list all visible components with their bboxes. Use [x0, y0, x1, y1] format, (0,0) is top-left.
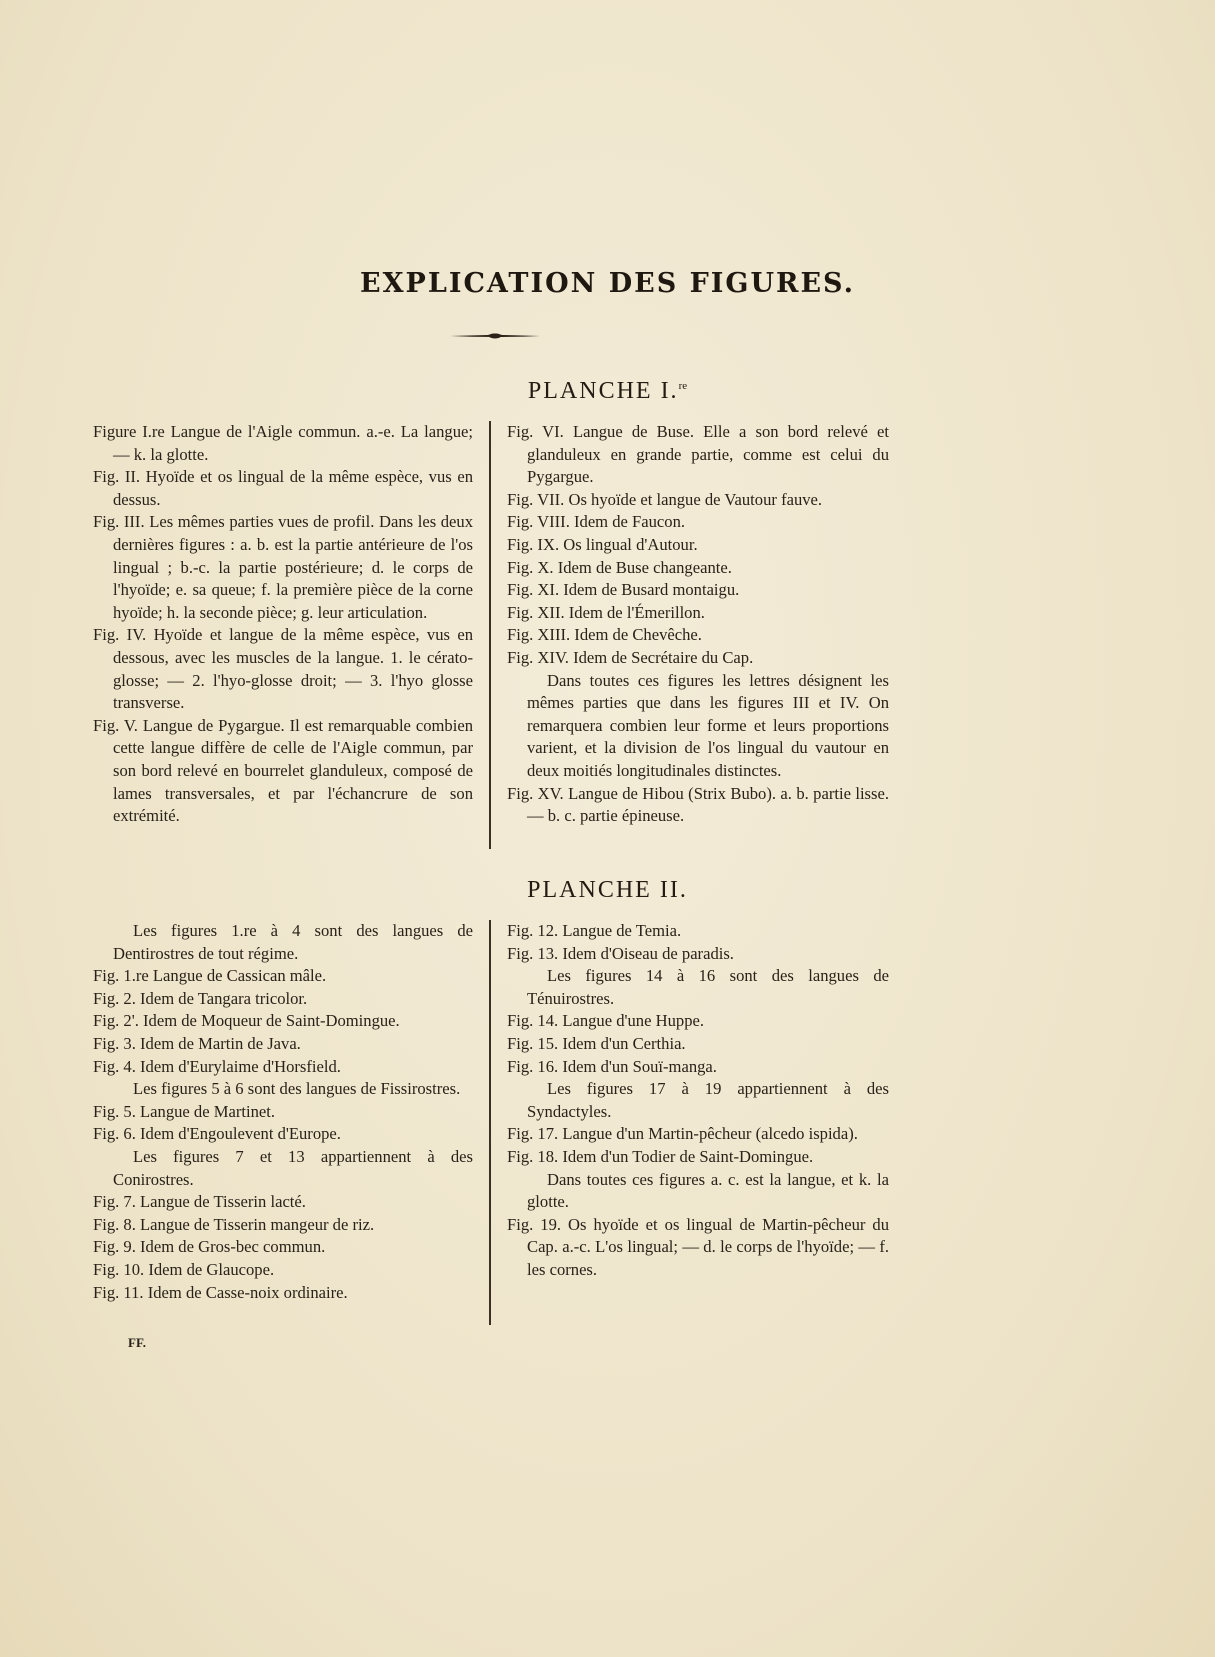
column-divider	[489, 421, 491, 849]
fig-entry: Fig. VI. Langue de Buse. Elle a son bord relevé et glanduleux en grande partie, comme est celui du Pygargue.	[507, 422, 889, 487]
fig-entry: Fig. 11. Idem de Casse-noix ordinaire.	[93, 1282, 348, 1302]
fig-entry: Fig. III. Les mêmes parties vues de profil. Dans les deux dernières figures : a. b. est la partie antérieure de l'os lingual ; b.-c. la partie postérieure; d. le corps de l'hyoïde; e. sa queue; f. la première pièce de la corne hyoïde; h. la seconde pièce; g. leur articulation.	[93, 512, 473, 622]
fig-entry: Fig. 13. Idem d'Oiseau de paradis.	[507, 943, 734, 963]
fig-entry: Fig. 4. Idem d'Eurylaime d'Horsfield.	[93, 1056, 341, 1076]
fig-entry: Fig. XIV. Idem de Secrétaire du Cap.	[507, 647, 754, 667]
page-title: EXPLICATION DES FIGURES.	[360, 268, 855, 299]
fig-entry: Fig. 9. Idem de Gros-bec commun.	[93, 1237, 326, 1257]
fig-entry: Fig. VIII. Idem de Faucon.	[507, 512, 686, 532]
fig-entry: Fig. 18. Idem d'un Todier de Saint-Domingue.	[507, 1146, 814, 1166]
fig-entry: Figure I.re Langue de l'Aigle commun. a.-e. La langue; — k. la glotte.	[93, 422, 473, 464]
fig-entry: Fig. 1.re Langue de Cassican mâle.	[93, 966, 327, 986]
fig-entry: Fig. IV. Hyoïde et langue de la même espèce, vus en dessous, avec les muscles de la langue. 1. le cérato-glosse; — 2. l'hyo-glosse droit; — 3. l'hyo glosse transverse.	[93, 625, 473, 713]
planche-2-heading: PLANCHE II.	[527, 877, 688, 903]
fig-entry: Fig. 14. Langue d'une Huppe.	[507, 1011, 705, 1031]
column-divider	[489, 920, 491, 1325]
fig-entry: Fig. 7. Langue de Tisserin lacté.	[93, 1192, 306, 1212]
fig-entry: Fig. 19. Os hyoïde et os lingual de Martin-pêcheur du Cap. a.-c. L'os lingual; — d. le corps de l'hyoïde; — f. les cornes.	[507, 1214, 889, 1279]
fig-entry: Fig. XI. Idem de Busard montaigu.	[507, 580, 740, 600]
title-ornament	[450, 332, 540, 340]
fig-entry: Fig. 6. Idem d'Engoulevent d'Europe.	[93, 1124, 341, 1144]
fig-entry: Fig. 17. Langue d'un Martin-pêcheur (alcedo ispida).	[507, 1124, 858, 1144]
fig-note: Dans toutes ces figures les lettres désignent les mêmes parties que dans les figures III et IV. On remarquera combien leur forme et leurs proportions varient, et la division de l'os lingual du vautour en deux moitiés longitudinales distinctes.	[527, 670, 889, 780]
fig-entry: Fig. 2. Idem de Tangara tricolor.	[93, 988, 308, 1008]
fig-note: Les figures 1.re à 4 sont des langues de Dentirostres de tout régime.	[113, 921, 473, 963]
fig-entry: Fig. 10. Idem de Glaucope.	[93, 1259, 275, 1279]
fig-note: Les figures 14 à 16 sont des langues de Ténuirostres.	[527, 966, 889, 1008]
planche-1-right-column	[507, 421, 889, 828]
fig-entry: Fig. 3. Idem de Martin de Java.	[93, 1033, 301, 1053]
signature-mark: FF.	[128, 1335, 146, 1350]
fig-entry: Fig. 15. Idem d'un Certhia.	[507, 1033, 686, 1053]
fig-note: Les figures 5 à 6 sont des langues de Fissirostres.	[133, 1079, 461, 1099]
fig-entry: Fig. V. Langue de Pygargue. Il est remarquable combien cette langue diffère de celle de l'Aigle commun, par son bord relevé en bourrelet glanduleux, composé de lames transversales, et par l'échancrure de son extrémité.	[93, 715, 473, 826]
planche-1-heading: PLANCHE I.$^{re}$	[527, 378, 688, 404]
fig-note: Les figures 7 et 13 appartiennent à des Conirostres.	[113, 1146, 473, 1189]
fig-note: Les figures 17 à 19 appartiennent à des Syndactyles.	[527, 1079, 889, 1121]
planche-1-left-column	[93, 421, 473, 828]
fig-entry: Fig. IX. Os lingual d'Autour.	[507, 534, 698, 554]
fig-entry: Fig. X. Idem de Buse changeante.	[507, 557, 732, 577]
fig-entry: Fig. 16. Idem d'un Souï-manga.	[507, 1056, 717, 1076]
fig-entry: Fig. 12. Langue de Temia.	[507, 921, 682, 940]
fig-note: Dans toutes ces figures a. c. est la langue, et k. la glotte.	[527, 1169, 889, 1212]
fig-entry: Fig. 8. Langue de Tisserin mangeur de riz.	[93, 1214, 375, 1234]
fig-entry: Fig. VII. Os hyoïde et langue de Vautour fauve.	[507, 489, 823, 509]
fig-entry: Fig. XIII. Idem de Chevêche.	[507, 625, 702, 645]
fig-entry: Fig. XII. Idem de l'Émerillon.	[507, 602, 705, 622]
fig-entry: Fig. XV. Langue de Hibou (Strix Bubo). a. b. partie lisse. — b. c. partie épineuse.	[507, 783, 889, 826]
fig-entry: Fig. 2'. Idem de Moqueur de Saint-Domingue.	[93, 1011, 400, 1031]
planche-2-left-column	[93, 920, 473, 1304]
fig-entry: Fig. II. Hyoïde et os lingual de la même espèce, vus en dessus.	[93, 467, 473, 509]
planche-2-right-column	[507, 920, 889, 1282]
fig-entry: Fig. 5. Langue de Martinet.	[93, 1101, 276, 1121]
